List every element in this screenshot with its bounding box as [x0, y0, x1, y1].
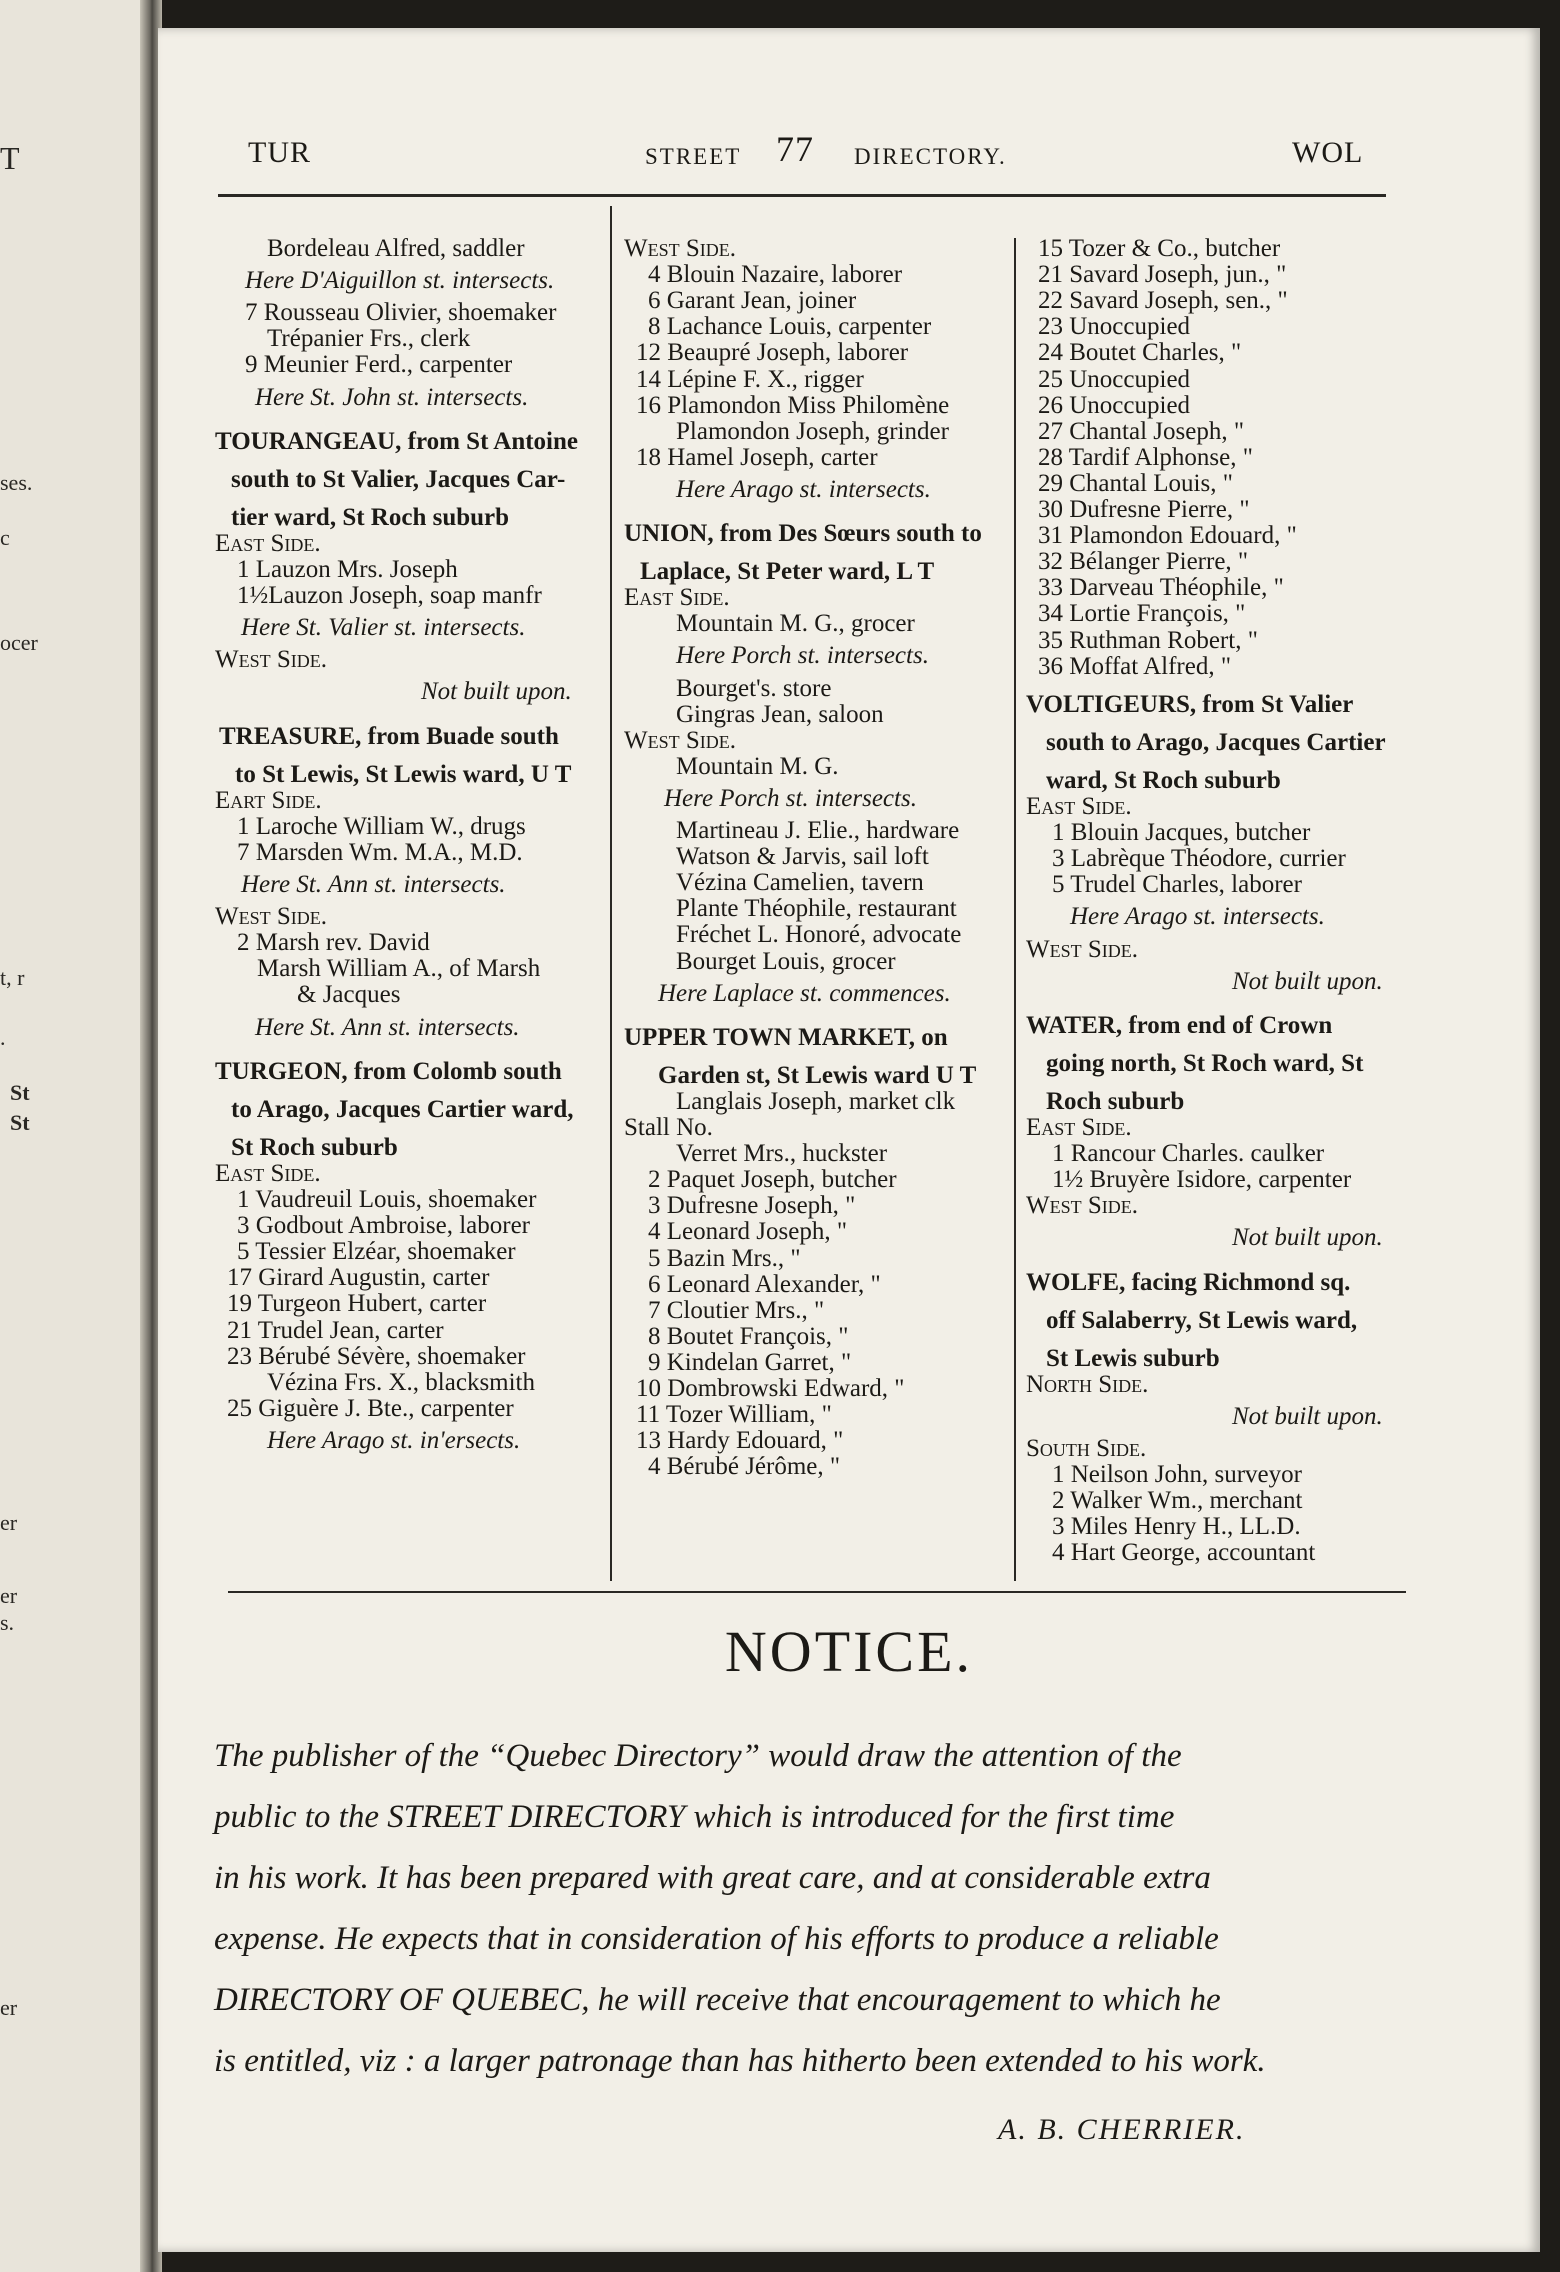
- directory-entry: 28 Tardif Alphonse, ": [1038, 443, 1253, 471]
- directory-entry: 16 Plamondon Miss Philomène: [636, 391, 950, 419]
- intersection-note: Here Laplace st. commences.: [658, 979, 951, 1007]
- directory-entry: 21 Trudel Jean, carter: [227, 1316, 444, 1344]
- directory-entry: 22 Savard Joseph, sen., ": [1038, 287, 1288, 315]
- street-heading: to Arago, Jacques Cartier ward,: [231, 1095, 574, 1123]
- directory-entry: & Jacques: [297, 981, 401, 1009]
- intersection-note: Not built upon.: [421, 678, 572, 706]
- intersection-note: Here D'Aiguillon st. intersects.: [245, 267, 555, 295]
- directory-entry: 29 Chantal Louis, ": [1038, 469, 1233, 497]
- intersection-note: Not built upon.: [1232, 1224, 1383, 1252]
- directory-entry: 1½ Bruyère Isidore, carpenter: [1052, 1166, 1352, 1194]
- side-label: West Side.: [215, 646, 327, 674]
- side-label: North Side.: [1026, 1370, 1149, 1398]
- previous-page-fragment: er: [0, 1995, 18, 2020]
- notice-line: DIRECTORY OF QUEBEC, he will receive that encouragement to which he: [214, 1982, 1221, 2018]
- directory-entry: 31 Plamondon Edouard, ": [1038, 522, 1297, 550]
- running-head-street: STREET: [645, 144, 742, 169]
- directory-entry: 1 Rancour Charles. caulker: [1052, 1140, 1325, 1168]
- previous-page-fragment: ocer: [0, 630, 38, 655]
- directory-entry: 23 Unoccupied: [1038, 313, 1191, 341]
- intersection-note: Here St. Ann st. intersects.: [241, 871, 506, 898]
- notice-title: NOTICE.: [724, 1619, 974, 1684]
- running-head-left: TUR: [248, 136, 311, 169]
- running-head-right: WOL: [1292, 136, 1364, 169]
- side-label: East Side.: [215, 529, 321, 557]
- directory-entry: 9 Meunier Ferd., carpenter: [245, 351, 513, 379]
- street-heading: VOLTIGEURS, from St Valier: [1026, 690, 1354, 718]
- directory-entry: Bourget Louis, grocer: [676, 947, 896, 975]
- directory-entry: Mountain M. G., grocer: [676, 610, 915, 638]
- directory-entry: Langlais Joseph, market clk: [676, 1087, 956, 1115]
- street-heading: south to Arago, Jacques Cartier: [1046, 728, 1386, 756]
- directory-entry: 6 Leonard Alexander, ": [648, 1270, 881, 1298]
- running-head-directory: DIRECTORY.: [854, 144, 1007, 169]
- directory-entry: Stall No.: [624, 1114, 713, 1141]
- directory-entry: Verret Mrs., huckster: [676, 1140, 888, 1168]
- directory-entry: 19 Turgeon Hubert, carter: [227, 1290, 487, 1318]
- street-heading: Laplace, St Peter ward, L T: [640, 558, 935, 586]
- directory-entry: Vézina Camelien, tavern: [676, 869, 924, 897]
- notice-rule: [228, 1591, 1406, 1593]
- previous-page-fragment: c: [0, 525, 10, 550]
- street-heading: Garden st, St Lewis ward U T: [658, 1061, 977, 1089]
- intersection-note: Here St. Valier st. intersects.: [241, 614, 526, 642]
- directory-entry: 13 Hardy Edouard, ": [636, 1427, 844, 1455]
- directory-entry: Bordeleau Alfred, saddler: [267, 235, 525, 262]
- directory-entry: 7 Rousseau Olivier, shoemaker: [245, 299, 557, 327]
- directory-entry: 4 Bérubé Jérôme, ": [648, 1453, 841, 1481]
- street-heading: south to St Valier, Jacques Car-: [231, 465, 566, 493]
- street-heading: TOURANGEAU, from St Antoine: [215, 427, 578, 455]
- directory-entry: 30 Dufresne Pierre, ": [1038, 496, 1250, 523]
- directory-entry: 6 Garant Jean, joiner: [648, 287, 857, 315]
- side-label: West Side.: [1026, 935, 1138, 963]
- intersection-note: Here Porch st. intersects.: [676, 642, 929, 670]
- directory-entry: 1 Laroche William W., drugs: [237, 812, 526, 840]
- side-label: East Side.: [215, 1159, 321, 1187]
- intersection-note: Not built upon.: [1232, 967, 1383, 995]
- column-divider-2: [1014, 238, 1016, 1581]
- directory-entry: 21 Savard Joseph, jun., ": [1038, 261, 1287, 289]
- directory-entry: Marsh William A., of Marsh: [257, 955, 541, 983]
- directory-entry: 4 Leonard Joseph, ": [648, 1218, 848, 1246]
- intersection-note: Here St. John st. intersects.: [255, 383, 529, 411]
- directory-entry: 2 Walker Wm., merchant: [1052, 1487, 1303, 1515]
- street-heading: WATER, from end of Crown: [1026, 1011, 1333, 1039]
- previous-page-fragment: s.: [0, 1610, 15, 1635]
- street-heading: Roch suburb: [1046, 1087, 1185, 1115]
- street-heading: tier ward, St Roch suburb: [231, 503, 510, 531]
- directory-entry: 25 Unoccupied: [1038, 365, 1191, 393]
- directory-entry: 3 Miles Henry H., LL.D.: [1052, 1513, 1301, 1541]
- directory-entry: 12 Beaupré Joseph, laborer: [636, 339, 909, 367]
- directory-entry: 35 Ruthman Robert, ": [1038, 626, 1258, 654]
- directory-entry: 18 Hamel Joseph, carter: [636, 443, 878, 471]
- previous-page-fragment: er: [0, 1510, 18, 1535]
- side-label: East Side.: [1026, 1114, 1132, 1141]
- notice-line: The publisher of the “Quebec Directory” would draw the attention of the: [214, 1738, 1182, 1774]
- directory-entry: 3 Labrèque Théodore, currier: [1052, 845, 1346, 873]
- notice-line: expense. He expects that in consideration of his efforts to produce a reliable: [214, 1921, 1219, 1957]
- intersection-note: Here Arago st. intersects.: [676, 475, 931, 503]
- column-divider-1: [610, 206, 612, 1581]
- directory-entry: 7 Marsden Wm. M.A., M.D.: [237, 838, 523, 866]
- previous-page-fragment: St: [10, 1080, 30, 1105]
- side-label: West Side.: [624, 235, 736, 262]
- directory-entry: 14 Lépine F. X., rigger: [636, 365, 864, 393]
- directory-entry: 11 Tozer William, ": [636, 1401, 832, 1429]
- directory-entry: 8 Boutet François, ": [648, 1322, 849, 1350]
- notice-line: public to the STREET DIRECTORY which is introduced for the first time: [214, 1799, 1175, 1835]
- directory-entry: Plante Théophile, restaurant: [676, 895, 957, 923]
- directory-entry: 17 Girard Augustin, carter: [227, 1264, 490, 1292]
- directory-entry: 1 Blouin Jacques, butcher: [1052, 819, 1311, 847]
- street-heading: St Roch suburb: [231, 1133, 398, 1161]
- directory-entry: 33 Darveau Théophile, ": [1038, 574, 1284, 602]
- directory-entry: 5 Trudel Charles, laborer: [1052, 871, 1302, 899]
- side-label: West Side.: [1026, 1192, 1138, 1220]
- street-heading: UNION, from Des Sœurs south to: [624, 520, 982, 547]
- directory-entry: 25 Giguère J. Bte., carpenter: [227, 1394, 514, 1422]
- intersection-note: Here Porch st. intersects.: [664, 784, 917, 812]
- header-rule: [218, 194, 1386, 197]
- previous-page-fragment: ses.: [0, 470, 33, 495]
- directory-entry: Mountain M. G.: [676, 752, 839, 780]
- previous-page-fragment: t, r: [0, 965, 25, 990]
- street-heading: St Lewis suburb: [1046, 1344, 1220, 1372]
- side-label: East Side.: [1026, 793, 1132, 820]
- directory-entry: 36 Moffat Alfred, ": [1038, 652, 1232, 680]
- directory-entry: 15 Tozer & Co., butcher: [1038, 235, 1281, 262]
- directory-entry: 23 Bérubé Sévère, shoemaker: [227, 1342, 526, 1370]
- intersection-note: Here Arago st. in'ersects.: [267, 1426, 521, 1454]
- directory-entry: Martineau J. Elie., hardware: [676, 817, 960, 844]
- directory-entry: 4 Hart George, accountant: [1052, 1539, 1316, 1567]
- directory-entry: 1 Neilson John, surveyor: [1052, 1461, 1302, 1489]
- street-heading: TURGEON, from Colomb south: [215, 1057, 562, 1085]
- street-heading: TREASURE, from Buade south: [219, 722, 559, 750]
- directory-entry: Trépanier Frs., clerk: [267, 325, 471, 353]
- street-heading: going north, St Roch ward, St: [1046, 1049, 1364, 1077]
- directory-entry: 32 Bélanger Pierre, ": [1038, 548, 1249, 576]
- directory-entry: Plamondon Joseph, grinder: [676, 417, 949, 445]
- previous-page-fragment: T: [0, 140, 20, 176]
- directory-entry: Watson & Jarvis, sail loft: [676, 843, 929, 871]
- previous-page-fragment: .: [0, 1025, 6, 1050]
- directory-entry: 10 Dombrowski Edward, ": [636, 1375, 905, 1402]
- directory-entry: 3 Dufresne Joseph, ": [648, 1192, 856, 1220]
- notice-line: in his work. It has been prepared with great care, and at considerable extra: [214, 1860, 1211, 1896]
- intersection-note: Here St. Ann st. intersects.: [255, 1013, 520, 1041]
- intersection-note: Here Arago st. intersects.: [1070, 903, 1325, 931]
- street-heading: to St Lewis, St Lewis ward, U T: [235, 760, 572, 788]
- side-label: West Side.: [215, 903, 327, 931]
- directory-entry: Bourget's. store: [676, 674, 832, 702]
- directory-entry: 8 Lachance Louis, carpenter: [648, 313, 932, 341]
- directory-entry: 9 Kindelan Garret, ": [648, 1348, 852, 1376]
- directory-entry: Gingras Jean, saloon: [676, 700, 884, 728]
- directory-entry: 34 Lortie François, ": [1038, 600, 1246, 628]
- directory-entry: 1 Vaudreuil Louis, shoemaker: [237, 1186, 537, 1213]
- previous-page-fragment: er: [0, 1583, 18, 1608]
- previous-page-edge: [0, 0, 150, 2272]
- intersection-note: Not built upon.: [1232, 1402, 1383, 1430]
- directory-entry: 1½Lauzon Joseph, soap manfr: [237, 582, 542, 610]
- directory-entry: 24 Boutet Charles, ": [1038, 339, 1242, 367]
- previous-page-fragment: St: [10, 1110, 30, 1135]
- directory-entry: 2 Marsh rev. David: [237, 929, 430, 957]
- directory-entry: 4 Blouin Nazaire, laborer: [648, 261, 903, 289]
- notice-signature: A. B. CHERRIER.: [998, 2113, 1246, 2146]
- directory-entry: Vézina Frs. X., blacksmith: [267, 1368, 536, 1396]
- side-label: South Side.: [1026, 1435, 1147, 1462]
- directory-entry: 27 Chantal Joseph, ": [1038, 417, 1245, 445]
- directory-entry: 1 Lauzon Mrs. Joseph: [237, 556, 458, 583]
- directory-entry: 2 Paquet Joseph, butcher: [648, 1166, 897, 1194]
- directory-entry: 5 Bazin Mrs., ": [648, 1244, 801, 1272]
- street-heading: off Salaberry, St Lewis ward,: [1046, 1306, 1358, 1334]
- street-heading: UPPER TOWN MARKET, on: [624, 1023, 948, 1051]
- directory-entry: Fréchet L. Honoré, advocate: [676, 921, 962, 949]
- side-label: West Side.: [624, 726, 736, 754]
- directory-entry: 26 Unoccupied: [1038, 391, 1191, 419]
- side-label: East Side.: [624, 584, 730, 612]
- street-heading: ward, St Roch suburb: [1046, 766, 1281, 794]
- page-number: 77: [776, 129, 814, 169]
- directory-entry: 3 Godbout Ambroise, laborer: [237, 1212, 531, 1240]
- directory-entry: 5 Tessier Elzéar, shoemaker: [237, 1238, 516, 1266]
- directory-entry: 7 Cloutier Mrs., ": [648, 1296, 825, 1324]
- street-heading: WOLFE, facing Richmond sq.: [1026, 1268, 1351, 1296]
- directory-page: [158, 28, 1540, 2252]
- side-label: Eart Side.: [215, 786, 322, 814]
- notice-line: is entitled, viz : a larger patronage than has hitherto been extended to his work.: [214, 2043, 1266, 2079]
